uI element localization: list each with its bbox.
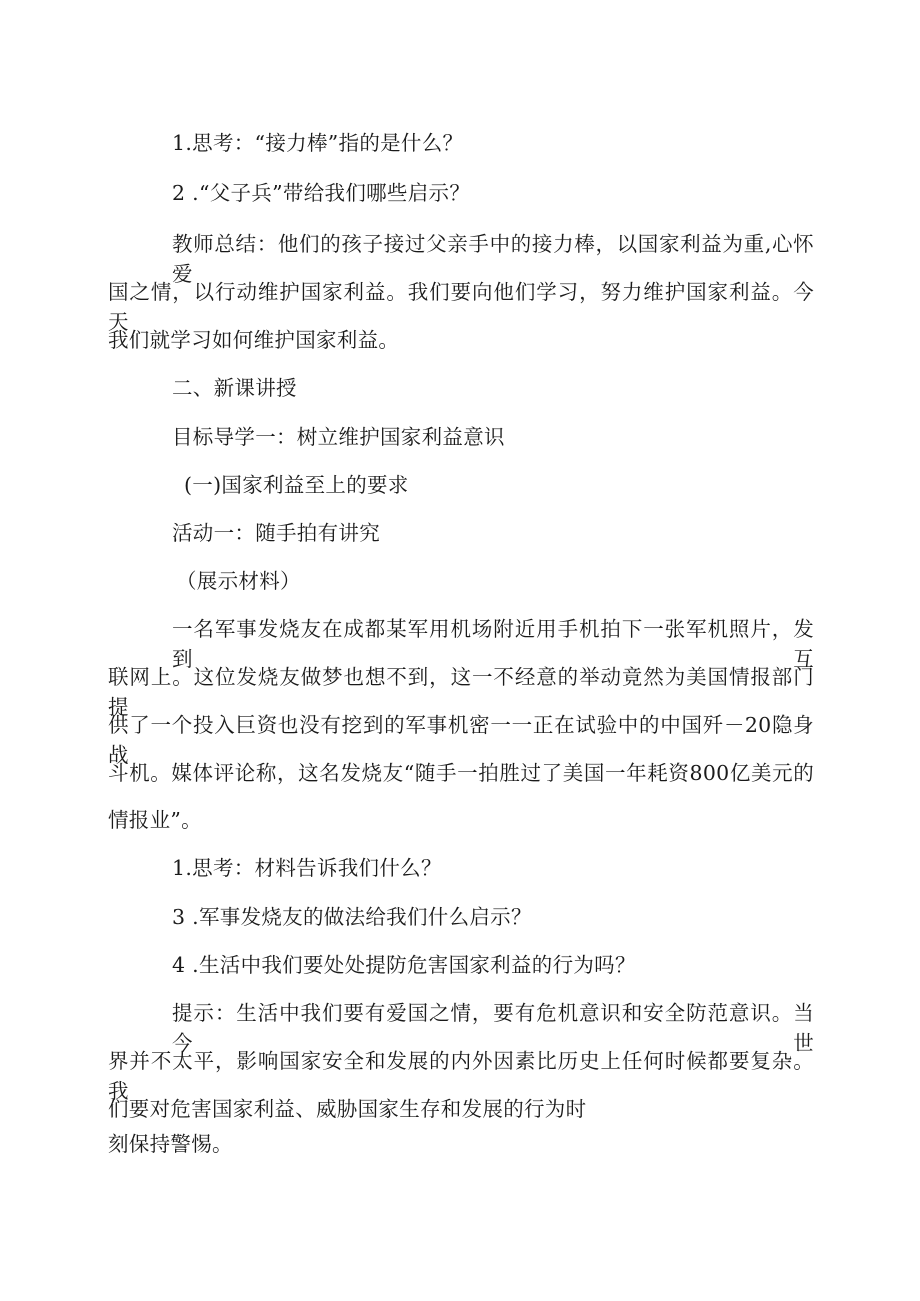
hint-line-4: 刻保持警惕。 — [108, 1132, 233, 1156]
material-label: （展示材料） — [176, 569, 301, 593]
activity-heading: 活动一：随手拍有讲究 — [172, 521, 380, 545]
question-3: 1.思考：材料告诉我们什么？ — [172, 856, 442, 880]
teacher-summary-line-1: 教师总结：他们的孩子接过父亲手中的接力棒，以国家利益为重,心怀爱 — [172, 232, 814, 286]
hint-line-2: 界并不太平，影响国家安全和发展的内外因素比历史上任何时候都要复杂。我 — [108, 1049, 814, 1103]
subsection-heading: (一)国家利益至上的要求 — [184, 473, 409, 497]
objective-heading: 目标导学一：树立维护国家利益意识 — [172, 425, 505, 449]
material-line-5: 情报业”。 — [108, 808, 202, 832]
question-1: 1.思考：“接力棒”指的是什么？ — [172, 131, 464, 155]
hint-line-3: 们要对危害国家利益、威胁国家生存和发展的行为时 — [108, 1097, 587, 1121]
teacher-summary-line-3: 我们就学习如何维护国家利益。 — [108, 328, 400, 352]
question-2: 2 .“父子兵”带给我们哪些启示？ — [172, 181, 471, 205]
material-line-2: 联网上。这位发烧友做梦也想不到，这一不经意的举动竟然为美国情报部门提 — [108, 665, 814, 719]
question-4: 3 .军事发烧友的做法给我们什么启示？ — [172, 905, 532, 929]
material-line-3: 供了一个投入巨资也没有挖到的军事机密一一正在试验中的中国歼－20隐身战 — [108, 713, 814, 767]
section-heading: 二、新课讲授 — [172, 376, 297, 400]
material-line-4: 斗机。媒体评论称，这名发烧友“随手一拍胜过了美国一年耗资800亿美元的 — [108, 761, 814, 785]
question-5: 4 .生活中我们要处处提防危害国家利益的行为吗？ — [172, 953, 636, 977]
hint-line-1: 提示：生活中我们要有爱国之情，要有危机意识和安全防范意识。当今世 — [172, 1001, 814, 1055]
material-line-1: 一名军事发烧友在成都某军用机场附近用手机拍下一张军机照片，发到互 — [172, 617, 814, 671]
teacher-summary-line-2: 国之情，以行动维护国家利益。我们要向他们学习，努力维护国家利益。今天 — [108, 280, 814, 334]
